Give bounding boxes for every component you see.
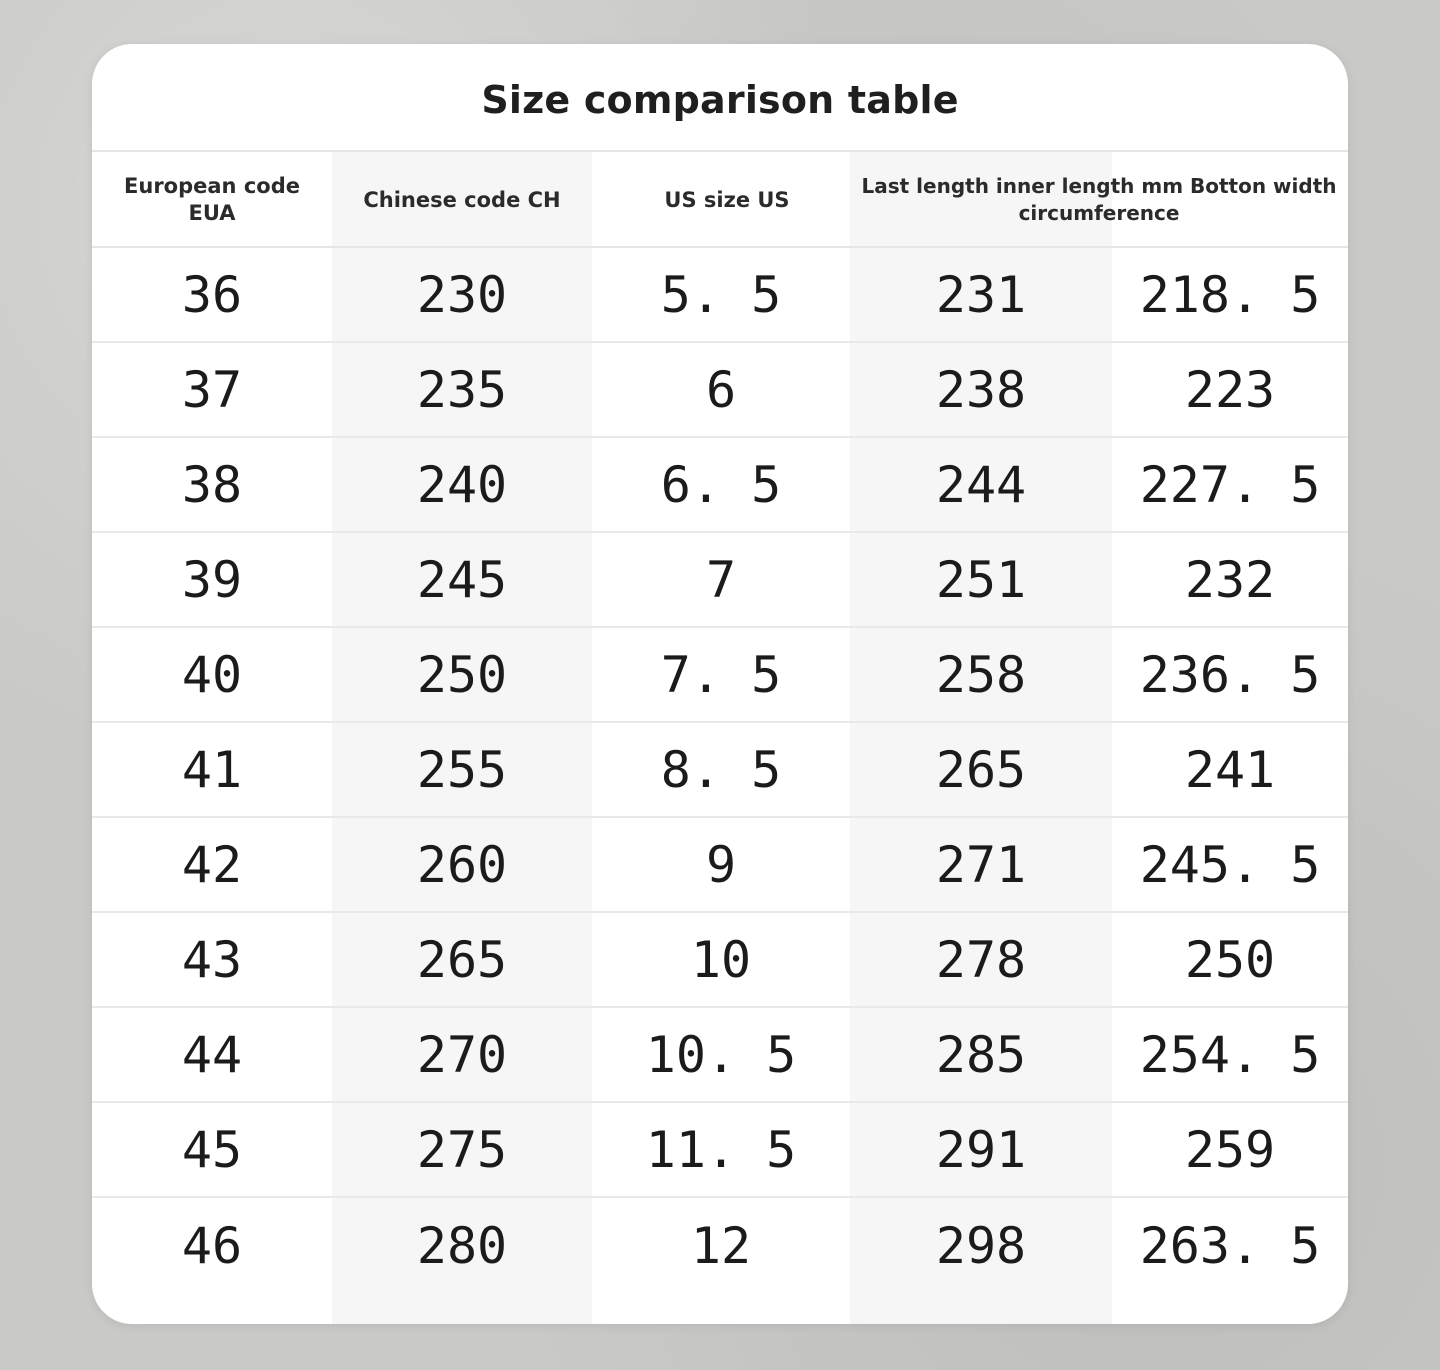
table-row <box>92 248 1348 343</box>
table-row <box>92 723 1348 818</box>
cell-last-length: 298 <box>935 1216 1027 1275</box>
cell-us: 11. 5 <box>645 1120 797 1179</box>
cell-european: 40 <box>181 645 243 704</box>
cell-bottom-width: 218. 5 <box>1139 265 1321 324</box>
cell-us: 10. 5 <box>645 1025 797 1084</box>
table-row <box>92 343 1348 438</box>
cell-european: 44 <box>181 1025 243 1084</box>
cell-us: 6. 5 <box>660 455 782 514</box>
cell-bottom-width: 263. 5 <box>1139 1216 1321 1275</box>
cell-european: 46 <box>181 1216 243 1275</box>
cell-chinese: 260 <box>416 835 508 894</box>
cell-european: 38 <box>181 455 243 514</box>
header-chinese-code-label: Chinese code CH <box>363 187 561 212</box>
header-european-code <box>92 152 332 248</box>
cell-european: 45 <box>181 1120 243 1179</box>
table-body <box>92 248 1348 1293</box>
cell-bottom-width: 236. 5 <box>1139 645 1321 704</box>
cell-us: 8. 5 <box>660 740 782 799</box>
cell-chinese: 270 <box>416 1025 508 1084</box>
table-row <box>92 1008 1348 1103</box>
cell-chinese: 265 <box>416 930 508 989</box>
table-row <box>92 1103 1348 1198</box>
cell-bottom-width: 232 <box>1184 550 1276 609</box>
header-chinese-code <box>332 152 592 248</box>
cell-european: 37 <box>181 360 243 419</box>
cell-european: 43 <box>181 930 243 989</box>
table-row <box>92 628 1348 723</box>
cell-last-length: 278 <box>935 930 1027 989</box>
cell-bottom-width: 250 <box>1184 930 1276 989</box>
header-us-size-label: US size US <box>664 187 790 212</box>
table-row <box>92 438 1348 533</box>
cell-us: 6 <box>705 360 737 419</box>
cell-us: 10 <box>690 930 752 989</box>
header-last-length <box>850 152 1348 248</box>
cell-chinese: 230 <box>416 265 508 324</box>
table-row <box>92 818 1348 913</box>
cell-chinese: 255 <box>416 740 508 799</box>
table-row <box>92 1198 1348 1293</box>
cell-bottom-width: 227. 5 <box>1139 455 1321 514</box>
cell-us: 7. 5 <box>660 645 782 704</box>
cell-last-length: 271 <box>935 835 1027 894</box>
cell-bottom-width: 245. 5 <box>1139 835 1321 894</box>
size-table-card <box>92 44 1348 1324</box>
cell-last-length: 285 <box>935 1025 1027 1084</box>
header-us-size <box>592 152 862 248</box>
cell-last-length: 231 <box>935 265 1027 324</box>
cell-bottom-width: 241 <box>1184 740 1276 799</box>
table-header <box>92 150 1348 248</box>
cell-us: 7 <box>705 550 737 609</box>
cell-last-length: 238 <box>935 360 1027 419</box>
cell-last-length: 251 <box>935 550 1027 609</box>
cell-chinese: 245 <box>416 550 508 609</box>
cell-last-length: 244 <box>935 455 1027 514</box>
cell-european: 39 <box>181 550 243 609</box>
cell-european: 42 <box>181 835 243 894</box>
cell-chinese: 280 <box>416 1216 508 1275</box>
cell-chinese: 275 <box>416 1120 508 1179</box>
cell-last-length: 258 <box>935 645 1027 704</box>
cell-us: 5. 5 <box>660 265 782 324</box>
cell-chinese: 235 <box>416 360 508 419</box>
cell-bottom-width: 254. 5 <box>1139 1025 1321 1084</box>
cell-bottom-width: 223 <box>1184 360 1276 419</box>
table-row <box>92 913 1348 1008</box>
page-title: Size comparison table <box>481 78 959 122</box>
cell-european: 36 <box>181 265 243 324</box>
cell-european: 41 <box>181 740 243 799</box>
cell-chinese: 240 <box>416 455 508 514</box>
header-last-length-label: Last length inner length mm Botton width circumference <box>861 174 1337 225</box>
cell-us: 12 <box>690 1216 752 1275</box>
cell-bottom-width: 259 <box>1184 1120 1276 1179</box>
cell-last-length: 265 <box>935 740 1027 799</box>
cell-chinese: 250 <box>416 645 508 704</box>
cell-us: 9 <box>705 835 737 894</box>
cell-last-length: 291 <box>935 1120 1027 1179</box>
header-european-code-label: European code EUA <box>124 174 300 225</box>
table-row <box>92 533 1348 628</box>
